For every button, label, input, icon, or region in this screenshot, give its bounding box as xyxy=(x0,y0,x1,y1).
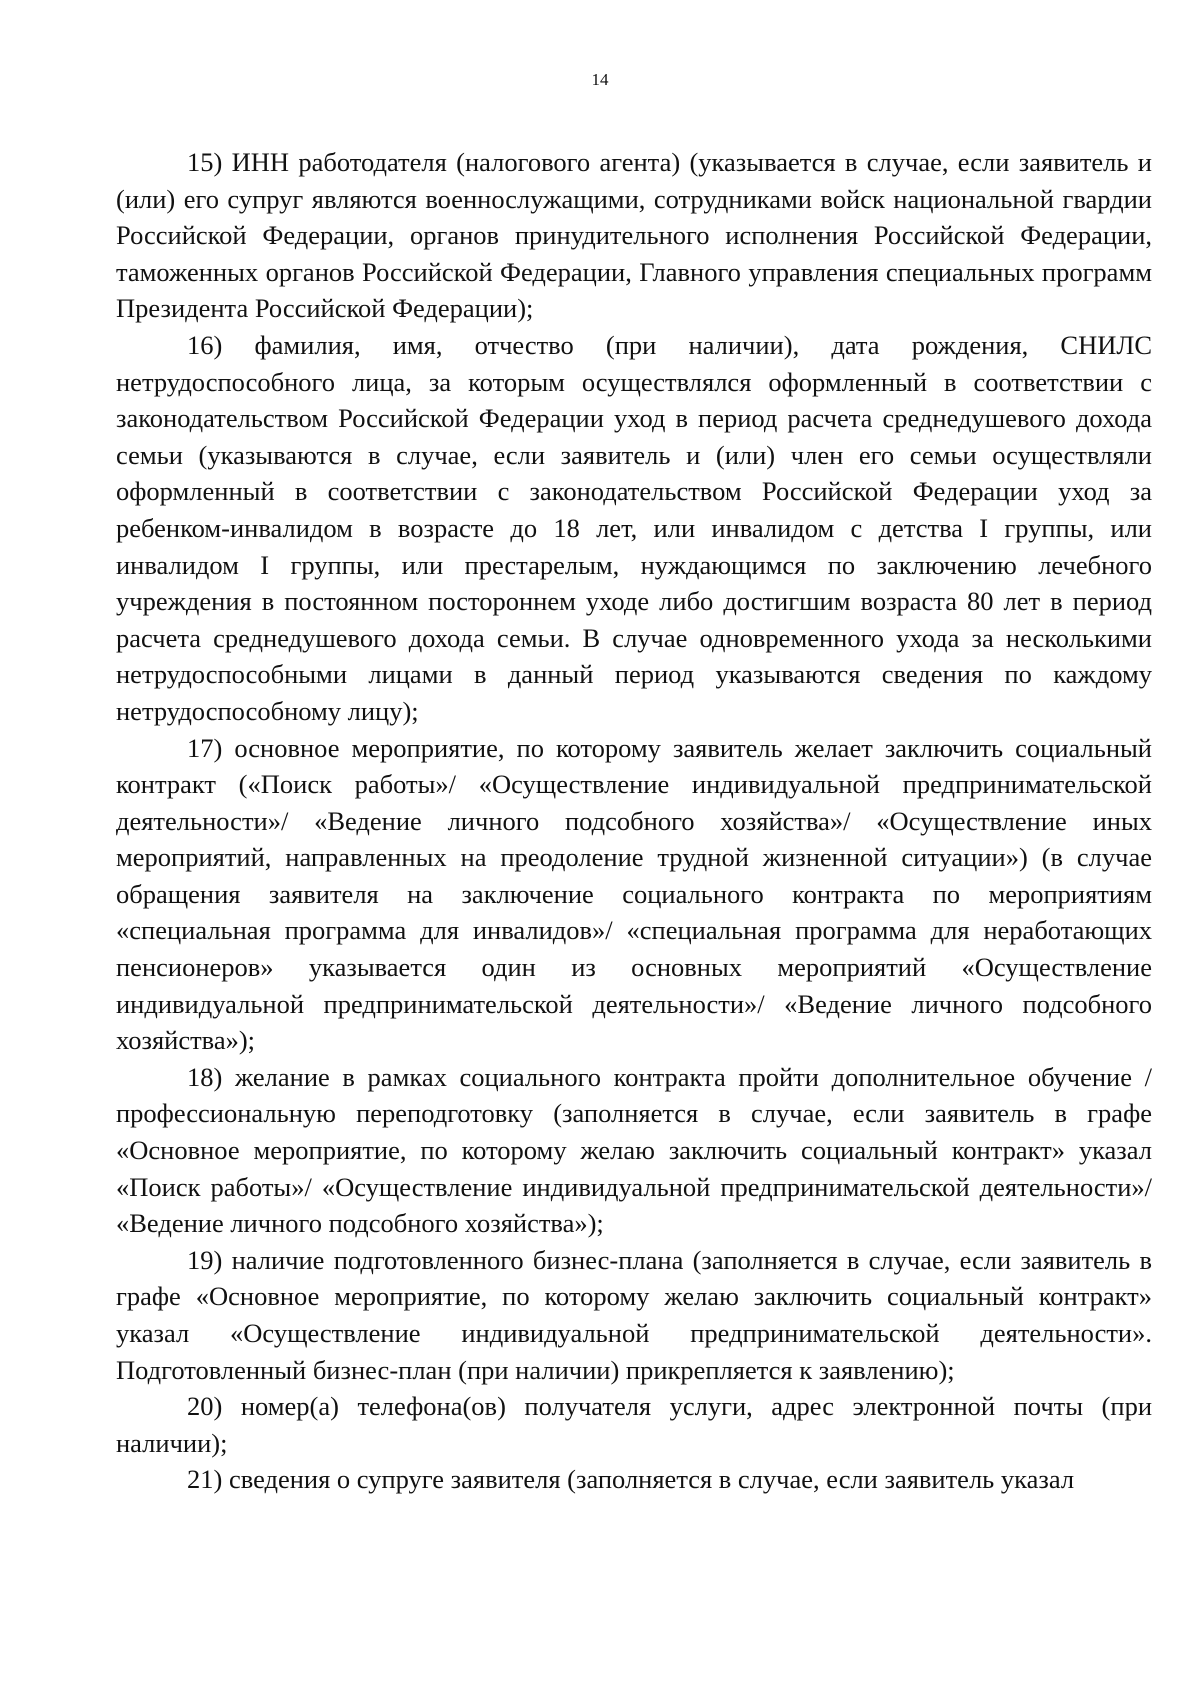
document-body xyxy=(116,144,1152,1498)
list-item-18: 18) желание в рамках социального контракта пройти дополнительное обучение / профессиональную переподготовку (заполняется в случае, если заявитель в графе «Основное мероприятие, по которому желаю заключить социальный контракт» указал «Поиск работы»/ «Осуществление индивидуальной предпринимательской деятельности»/ «Ведение личного подсобного хозяйства»); xyxy=(116,1061,1152,1239)
list-item-20: 20) номер(а) телефона(ов) получателя услуги, адрес электронной почты (при наличии); xyxy=(116,1391,1152,1458)
list-item-19: 19) наличие подготовленного бизнес-плана (заполняется в случае, если заявитель в графе «Основное мероприятие, по которому желаю заключить социальный контракт» указал «Осуществление индивидуальной предпринимательской деятельности». Подготовленный бизнес-план (при наличии) прикрепляется к заявлению); xyxy=(116,1244,1152,1385)
list-item-21: 21) сведения о супруге заявителя (заполняется в случае, если заявитель указал xyxy=(187,1464,1075,1495)
page-number: 14 xyxy=(591,70,609,89)
list-item-16: 16) фамилия, имя, отчество (при наличии), дата рождения, СНИЛС нетрудоспособного лица, за которым осуществлялся оформленный в соответствии с законодательством Российской Федерации уход в период расчета среднедушевого дохода семьи (указываются в случае, если заявитель и (или) член его семьи осуществляли оформленный в соответствии с законодательством Российской Федерации уход за ребенком-инвалидом в возрасте до 18 лет, или инвалидом с детства I группы, или инвалидом I группы, или престарелым, нуждающимся по заключению лечебного учреждения в постоянном постороннем уходе либо достигшим возраста 80 лет в период расчета среднедушевого дохода семьи. В случае одновременного ухода за несколькими нетрудоспособными лицами в данный период указываются сведения по каждому нетрудоспособному лицу); xyxy=(116,329,1152,726)
list-item-15: 15) ИНН работодателя (налогового агента) (указывается в случае, если заявитель и (или) его супруг являются военнослужащими, сотрудниками войск национальной гвардии Российской Федерации, органов принудительного исполнения Российской Федерации, таможенных органов Российской Федерации, Главного управления специальных программ Президента Российской Федерации); xyxy=(116,147,1152,324)
list-item-17: 17) основное мероприятие, по которому заявитель желает заключить социальный контракт («Поиск работы»/ «Осуществление индивидуальной предпринимательской деятельности»/ «Ведение личного подсобного хозяйства»/ «Осуществление иных мероприятий, направленных на преодоление трудной жизненной ситуации») (в случае обращения заявителя на заключение социального контракта по мероприятиям «специальная программа для инвалидов»/ «специальная программа для неработающих пенсионеров» указывается один из основных мероприятий «Осуществление индивидуальной предпринимательской деятельности»/ «Ведение личного подсобного хозяйства»); xyxy=(116,732,1152,1056)
